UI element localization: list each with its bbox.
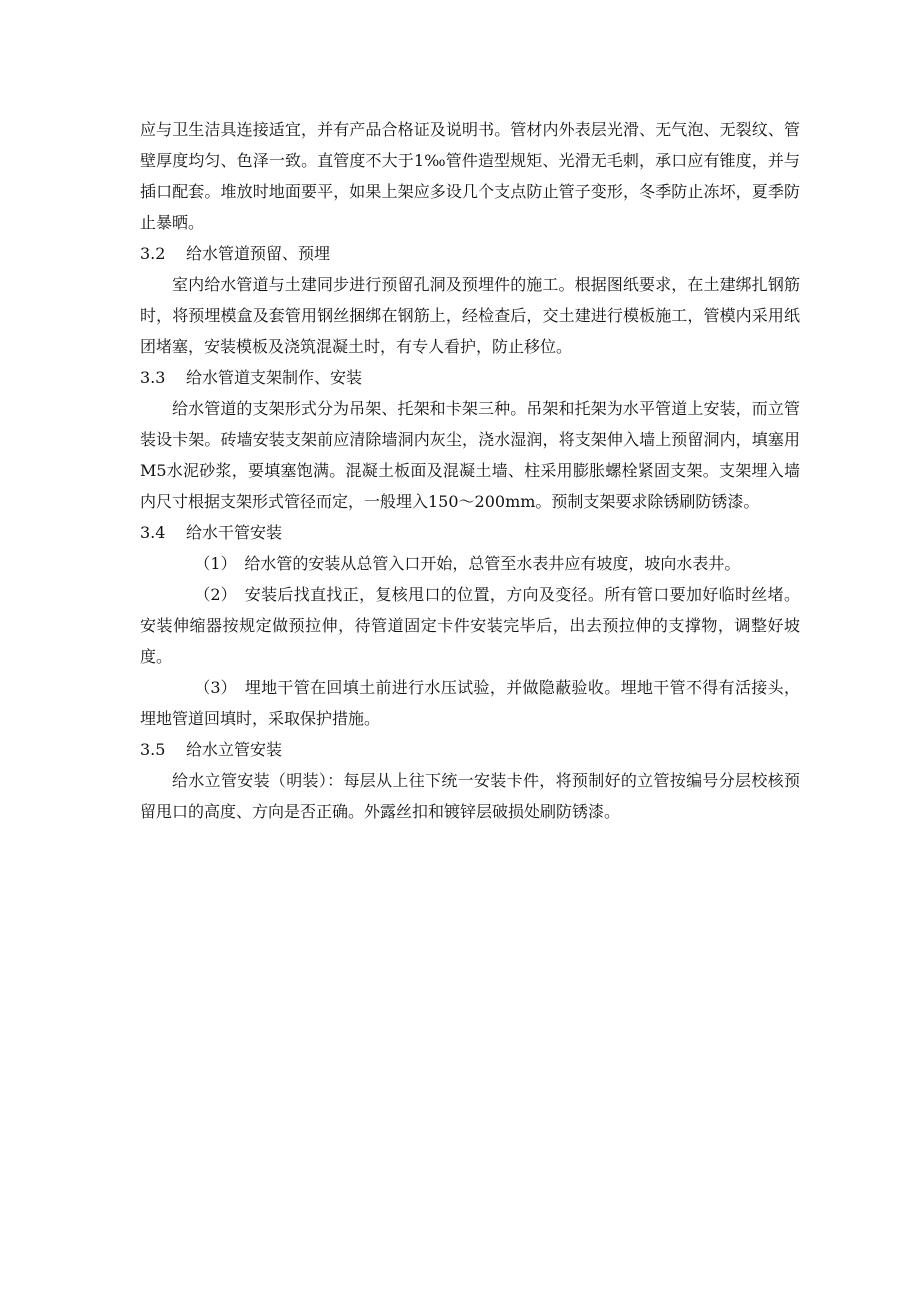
list-item-text: 给水管的安装从总管入口开始，总管至水表井应有坡度，坡向水表井。 — [244, 554, 741, 573]
list-item-marker: （2） — [194, 585, 237, 604]
list-item — [140, 548, 800, 579]
section-heading-3-2 — [140, 238, 800, 269]
section-title: 给水管道支架制作、安装 — [186, 368, 363, 387]
list-item — [140, 579, 800, 672]
section-title: 给水立管安装 — [186, 740, 283, 759]
section-number: 3.3 — [140, 368, 166, 387]
section-3-2-paragraph: 室内给水管道与土建同步进行预留孔洞及预埋件的施工。根据图纸要求，在土建绑扎钢筋时，将预埋模盒及套管用钢丝捆绑在钢筋上，经检查后，交土建进行模板施工，管模内采用纸团堵塞，安装模板及浇筑混凝土时，有专人看护，防止移位。 — [140, 275, 800, 356]
section-heading-3-3 — [140, 362, 800, 393]
section-3-3-paragraph: 给水管道的支架形式分为吊架、托架和卡架三种。吊架和托架为水平管道上安装，而立管装设卡架。砖墙安装支架前应清除墙洞内灰尘，浇水湿润，将支架伸入墙上预留洞内，填塞用M5水泥砂浆，要填塞饱满。混凝土板面及混凝土墙、柱采用膨胀螺栓紧固支架。支架埋入墙内尺寸根据支架形式管径而定，一般埋入150～200mm。预制支架要求除锈刷防锈漆。 — [140, 399, 800, 511]
list-item-marker: （3） — [194, 678, 237, 697]
section-heading-3-4 — [140, 517, 800, 548]
document-body — [140, 114, 800, 827]
intro-paragraph: 应与卫生洁具连接适宜，并有产品合格证及说明书。管材内外表层光滑、无气泡、无裂纹、管壁厚度均匀、色泽一致。直管度不大于1‰管件造型规矩、光滑无毛刺，承口应有锥度，并与插口配套。堆放时地面要平，如果上架应多设几个支点防止管子变形，冬季防止冻坏，夏季防止暴晒。 — [140, 120, 800, 232]
section-number: 3.2 — [140, 244, 166, 263]
list-item-text: 埋地干管在回填土前进行水压试验，并做隐蔽验收。埋地干管不得有活接头，埋地管道回填时，采取保护措施。 — [140, 678, 800, 728]
section-number: 3.5 — [140, 740, 166, 759]
section-3-5-paragraph: 给水立管安装（明装）：每层从上往下统一安装卡件，将预制好的立管按编号分层校核预留甩口的高度、方向是否正确。外露丝扣和镀锌层破损处刷防锈漆。 — [140, 771, 800, 821]
section-number: 3.4 — [140, 523, 166, 542]
section-title: 给水管道预留、预埋 — [186, 244, 331, 263]
list-item-marker: （1） — [194, 554, 237, 573]
list-item — [140, 672, 800, 734]
section-heading-3-5 — [140, 734, 800, 765]
section-title: 给水干管安装 — [186, 523, 283, 542]
list-item-text: 安装后找直找正，复核甩口的位置，方向及变径。所有管口要加好临时丝堵。安装伸缩器按规定做预拉伸，待管道固定卡件安装完毕后，出去预拉伸的支撑物，调整好坡度。 — [140, 585, 800, 666]
